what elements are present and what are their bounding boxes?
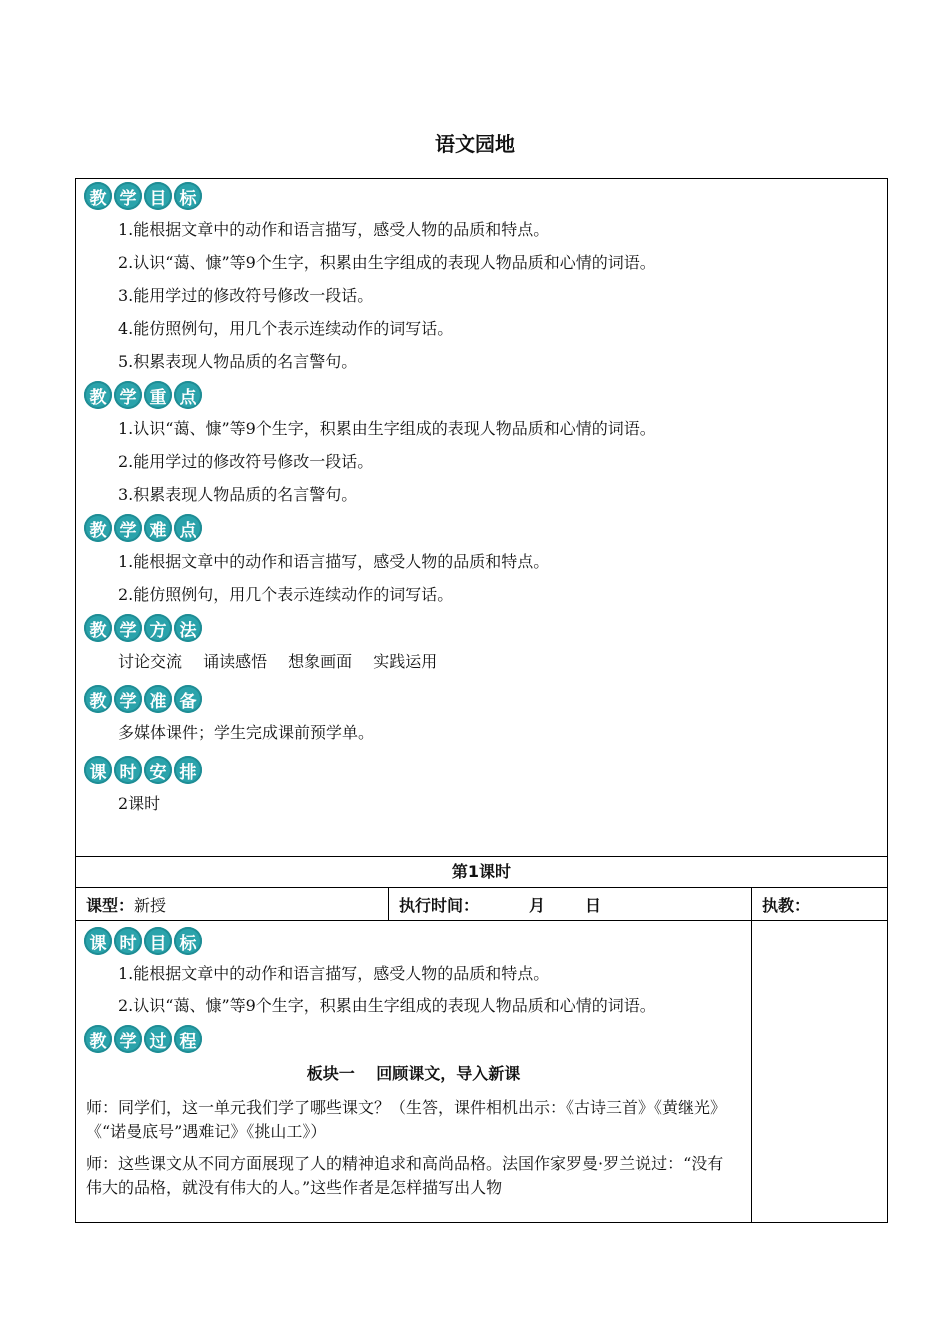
badge-char: 目 xyxy=(144,182,172,210)
process-heading xyxy=(76,1022,751,1056)
goal-item: 2.认识“蔼、慷”等9个生字，积累由生字组成的表现人物品质和心情的词语。 xyxy=(118,996,656,1015)
teacher-label: 执教： xyxy=(762,895,811,915)
section-line: 2.能用学过的修改符号修改一段话。 xyxy=(118,452,374,471)
badge-char: 教 xyxy=(84,381,112,409)
section-badge xyxy=(84,381,202,409)
section-badge xyxy=(84,685,202,713)
meta-row xyxy=(75,888,888,921)
type-label: 课型： xyxy=(86,895,135,915)
badge-char: 学 xyxy=(114,1025,142,1053)
section-line: 3.积累表现人物品质的名言警句。 xyxy=(118,485,358,504)
teacher-notes-cell xyxy=(752,921,887,1222)
section-heading xyxy=(76,682,887,716)
badge-char: 标 xyxy=(174,927,202,955)
lesson-paragraph: 师：这些课文从不同方面展现了人的精神追求和高尚品格。法国作家罗曼·罗兰说过：“没有伟大的品格，就没有伟大的人。”这些作者是怎样描写出人物 xyxy=(86,1154,724,1197)
section-badge xyxy=(84,614,202,642)
lesson-paragraph: 师：同学们，这一单元我们学了哪些课文？（生答，课件相机出示：《古诗三首》《黄继光》《“诺曼底号”遇难记》《挑山工》） xyxy=(86,1098,727,1141)
badge-char: 准 xyxy=(144,685,172,713)
badge-char: 方 xyxy=(144,614,172,642)
badge-char: 学 xyxy=(114,614,142,642)
section-line: 1.能根据文章中的动作和语言描写，感受人物的品质和特点。 xyxy=(118,552,550,571)
badge-char: 备 xyxy=(174,685,202,713)
month-label: 月 xyxy=(529,895,546,915)
badge-char: 学 xyxy=(114,514,142,542)
badge-char: 程 xyxy=(174,1025,202,1053)
badge-char: 教 xyxy=(84,1025,112,1053)
page-title: 语文园地 xyxy=(435,132,515,156)
badge-char: 教 xyxy=(84,182,112,210)
section-heading xyxy=(76,179,887,213)
section-line: 2课时 xyxy=(118,794,161,813)
lesson-content xyxy=(76,921,752,1222)
badge-char: 教 xyxy=(84,514,112,542)
section-heading xyxy=(76,511,887,545)
section-badge xyxy=(84,514,202,542)
section-line: 2.认识“蔼、慷”等9个生字，积累由生字组成的表现人物品质和心情的词语。 xyxy=(118,253,656,272)
section-spacer xyxy=(76,820,887,824)
badge-char: 过 xyxy=(144,1025,172,1053)
type-value: 新授 xyxy=(134,895,167,915)
lesson-content-row xyxy=(75,921,888,1223)
badge-char: 学 xyxy=(114,182,142,210)
badge-char: 教 xyxy=(84,614,112,642)
badge-char: 教 xyxy=(84,685,112,713)
section-heading xyxy=(76,378,887,412)
teacher-cell xyxy=(752,888,887,920)
time-label: 执行时间： xyxy=(399,895,480,915)
section-line: 4.能仿照例句，用几个表示连续动作的词写话。 xyxy=(118,319,454,338)
badge-char: 学 xyxy=(114,381,142,409)
block-title: 板块一 回顾课文，导入新课 xyxy=(306,1064,521,1083)
section-heading xyxy=(76,753,887,787)
day-label: 日 xyxy=(585,895,602,915)
section-line: 1.能根据文章中的动作和语言描写，感受人物的品质和特点。 xyxy=(118,220,550,239)
type-cell xyxy=(76,888,389,920)
badge-char: 重 xyxy=(144,381,172,409)
section-line: 3.能用学过的修改符号修改一段话。 xyxy=(118,286,374,305)
badge-char: 课 xyxy=(84,756,112,784)
section-line: 多媒体课件；学生完成课前预学单。 xyxy=(118,723,375,742)
lesson-overview-box xyxy=(75,178,888,857)
section-badge xyxy=(84,756,202,784)
badge-char: 点 xyxy=(174,381,202,409)
section-badge xyxy=(84,182,202,210)
section-heading xyxy=(76,611,887,645)
badge-char: 法 xyxy=(174,614,202,642)
goal-heading xyxy=(76,924,751,958)
badge-char: 安 xyxy=(144,756,172,784)
goal-badge xyxy=(84,927,202,955)
badge-char: 点 xyxy=(174,514,202,542)
time-cell xyxy=(389,888,752,920)
badge-char: 排 xyxy=(174,756,202,784)
section-line: 讨论交流 诵读感悟 想象画面 实践运用 xyxy=(118,652,438,671)
section-line: 1.认识“蔼、慷”等9个生字，积累由生字组成的表现人物品质和心情的词语。 xyxy=(118,419,656,438)
badge-char: 时 xyxy=(114,927,142,955)
badge-char: 目 xyxy=(144,927,172,955)
goal-item: 1.能根据文章中的动作和语言描写，感受人物的品质和特点。 xyxy=(118,964,550,983)
section-line: 2.能仿照例句，用几个表示连续动作的词写话。 xyxy=(118,585,454,604)
process-badge xyxy=(84,1025,202,1053)
badge-char: 时 xyxy=(114,756,142,784)
badge-char: 难 xyxy=(144,514,172,542)
section-line: 5.积累表现人物品质的名言警句。 xyxy=(118,352,358,371)
badge-char: 标 xyxy=(174,182,202,210)
session-title: 第1课时 xyxy=(75,856,888,888)
badge-char: 学 xyxy=(114,685,142,713)
badge-char: 课 xyxy=(84,927,112,955)
